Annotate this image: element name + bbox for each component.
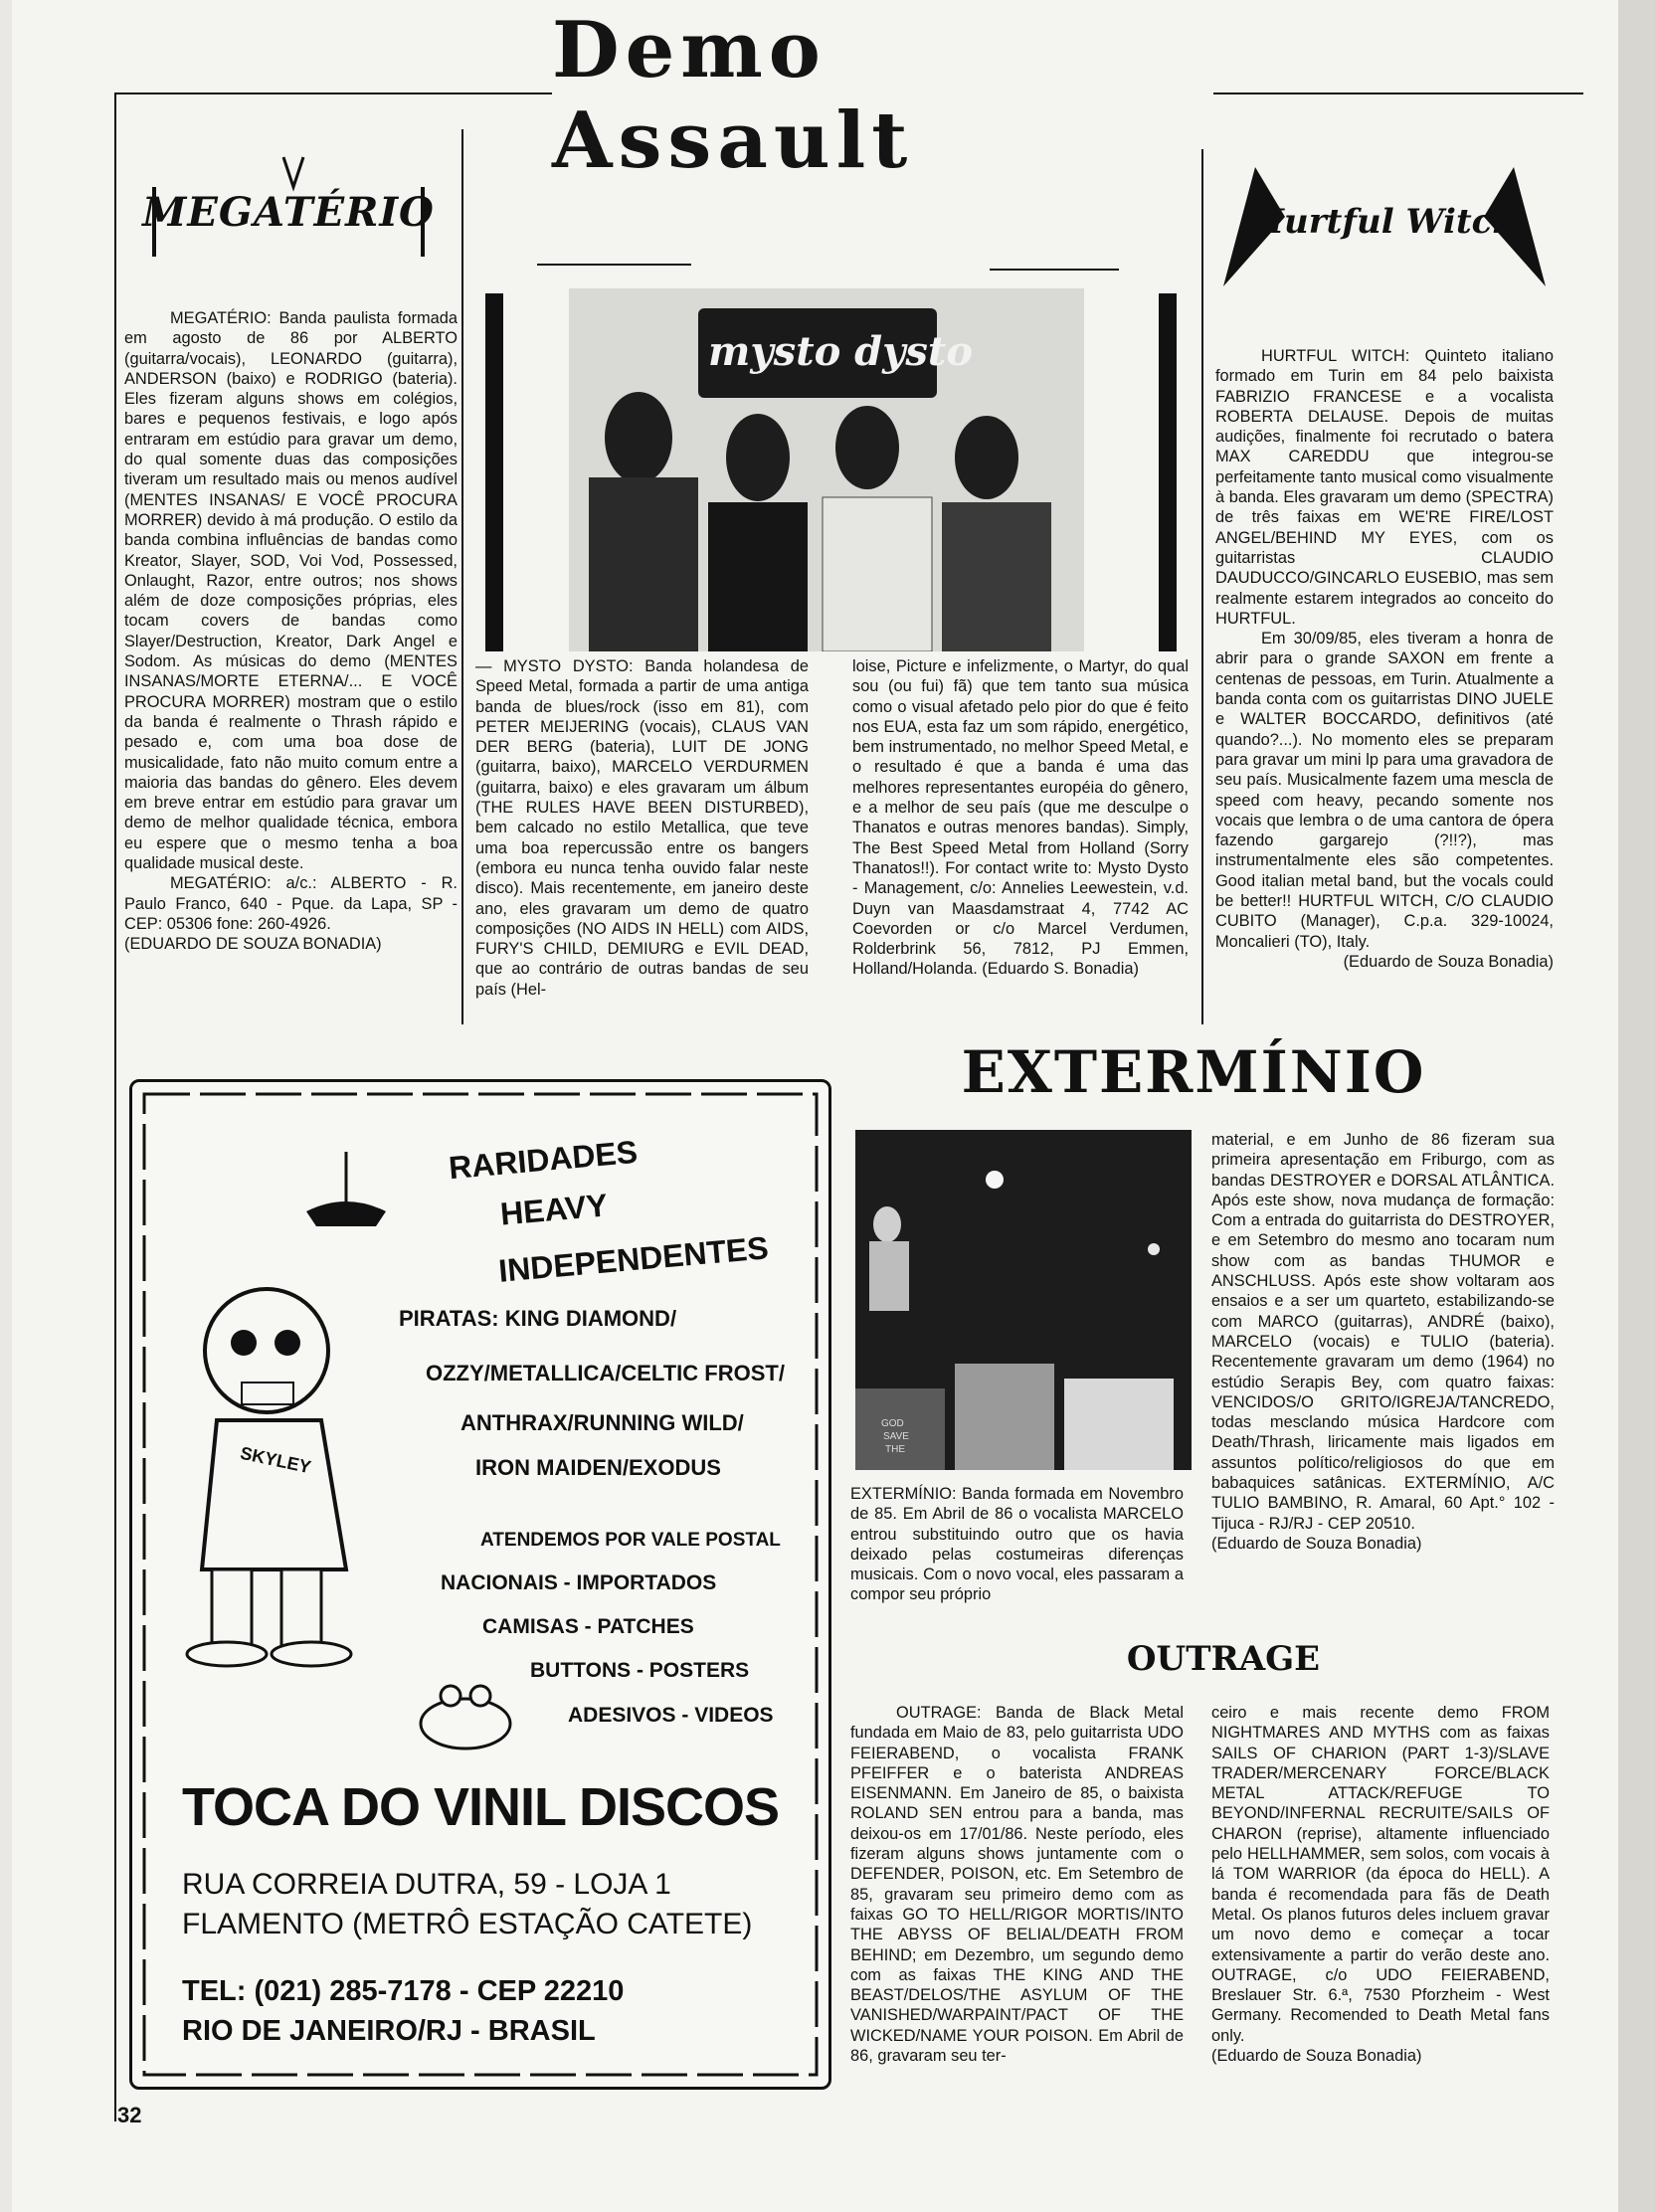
megaterio-body: MEGATÉRIO: Banda paulista formada em agosto de 86 por ALBERTO (guitarra/vocais), LEONARDO (guitarra), ANDERSON (baixo) e RODRIGO (bateria). Eles fizeram alguns shows em colégios, bares e pequenos festivais, e logo após entraram em estúdio para gravar um demo, do qual somente duas das composições tiveram um resultado mais ou menos audível (MENTES INSANAS/ E VOCÊ PROCURA MORRER) devido à má produção. O estilo da banda combina influências de bandas como Kreator, Slayer, SOD, Voi Vod, Possessed, Onlaught, Razor, entre outros; nos shows além de doze composições próprias, eles tocam covers de bandas como Slayer/Destruction, Kreator, Dark Angel e Sodom. As músicas do demo (MENTES INSANAS/MORTE ETERNA/... E VOCÊ PROCURA MORRER) mostram que o estilo da banda é realmente o Thrash rápido e pesado e, com uma boa dose de musicalidade, fato não muito comum entre a maioria das bandas do gênero. Eles devem em breve entrar em estúdio para gravar um demo de melhor qualidade técnica, embora eu espere que o mesmo tenha a boa qualidade musical deste. bbox=[124, 309, 458, 873]
ad-piratas-2: OZZY/METALLICA/CELTIC FROST/ bbox=[426, 1361, 785, 1385]
mysto-body-2: loise, Picture e infelizmente, o Martyr, do qual sou (ou fui) fã) que tem tanto sua música como o visual afetado pelo pior do que é feito nos EUA, esta faz um som rápido, energético, bem instrumentado, no melhor Speed Metal, e o resultado é que a banda é uma das melhores representantes européia do gênero, e a melhor de seu país (que me desculpe o Thanatos e outras menores bandas). Simply, The Best Speed Metal from Holland (Sorry Thanatos!!). For contact write to: Mysto Dysto - Management, c/o: Annelies Leewestein, v.d. Duyn van Maasdamstraat 4, 7742 AC Coevorden or c/o Marcel Verdumen, Rolderbrink 56, 7812, PJ Emmen, Holland/Holanda. (Eduardo S. Bonadia) bbox=[852, 657, 1189, 979]
ad-piratas-1: PIRATAS: KING DIAMOND/ bbox=[399, 1306, 677, 1331]
photo-bar-right bbox=[1159, 293, 1177, 651]
page-number: 32 bbox=[117, 2103, 142, 2127]
mysto-column-1 bbox=[475, 656, 809, 1000]
hurtful-column bbox=[1215, 346, 1554, 972]
mysto-column-2 bbox=[852, 656, 1189, 980]
ad-address-1: RUA CORREIA DUTRA, 59 - LOJA 1 bbox=[182, 1868, 671, 1901]
ad-address-2: FLAMENTO (METRÔ ESTAÇÃO CATETE) bbox=[182, 1908, 753, 1940]
page-title: Demo Assault bbox=[552, 48, 1213, 143]
ad-item-nacionais: NACIONAIS - IMPORTADOS bbox=[441, 1571, 717, 1594]
outrage-credit: (Eduardo de Souza Bonadia) bbox=[1211, 2047, 1422, 2066]
exterminio-column-1 bbox=[850, 1484, 1184, 1605]
megaterio-logo-text: MEGATÉRIO bbox=[142, 188, 435, 236]
ad-item-adesivos: ADESIVOS - VIDEOS bbox=[568, 1704, 774, 1727]
hurtful-body-2: Em 30/09/85, eles tiveram a honra de abrir para o grande SAXON em frente a centenas de pessoas, em Turin. Atualmente a banda conta com os guitarristas DINO JUELE e WALTER BOCCARDO, definitivos (até quando?...). No momento eles se preparam para gravar um mini lp para uma gravadora de seu país. Musicalmente fazem uma mescla de speed com heavy, pecando somente nos vocais que lembra o de uma cantora de ópera fazendo gargarejo (?!!?), mas instrumentalmente eles são competentes. Good italian metal band, but the vocals could be better!! HURTFUL WITCH, C/O CLAUDIO CUBITO (Manager), C.p.a. 329-10024, Moncalieri (TO), Italy. bbox=[1215, 630, 1554, 951]
photo-bar-left bbox=[485, 293, 503, 651]
megaterio-logo bbox=[134, 147, 443, 276]
ad-piratas-4: IRON MAIDEN/EXODUS bbox=[475, 1455, 721, 1480]
mysto-dysto-photo bbox=[569, 288, 1084, 651]
photo-frame-top-left bbox=[537, 264, 691, 266]
outrage-body-2: ceiro e mais recente demo FROM NIGHTMARES AND MYTHS com as faixas SAILS OF CHARION (PART 1-3)/SLAVE TRADER/MERCENARY FORCE/BLACK METAL ATTACK/REFUGE TO BEYOND/INFERNAL RECRUITE/SAILS OF CHARON (reprise), altamente influenciado pelo HELLHAMMER, sem solos, com vocais à lá TOM WARRIOR (da época do HELL). A banda é recomendada para fãs de Death Metal. Os planos futuros deles incluem gravar um novo demo e começar a tocar extensivamente a partir do verão deste ano. OUTRAGE, c/o UDO FEIERABEND, Breslauer Str. 6.ª, 7530 Pforzheim - West Germany. Recomended to Death Metal fans only. bbox=[1211, 1704, 1550, 2045]
outrage-body-1: OUTRAGE: Banda de Black Metal fundada em Maio de 83, pelo guitarrista UDO FEIERABEND, o vocalista FRANK PFEIFFER e o baterista ANDREAS EISENMANN. Em Janeiro de 85, o baixista ROLAND SEN entrou para a banda, mas deixou-os em 17/01/86. Neste período, eles fizeram alguns shows juntamente com o DEFENDER, POISON, etc. Em Setembro de 85, gravaram seu primeiro demo com as faixas GO TO HELL/RIGOR MORTIS/INTO THE ABYSS OF BELIAL/DEATH FROM BEHIND; em Dezembro, um segundo demo com as faixas THE KING AND THE BEAST/DELOS/THE ASYLUM OF THE VANISHED/WARPAINT/PACT OF THE WICKED/NAME YOUR POISON. Em Abril de 86, gravaram seu ter- bbox=[850, 1704, 1184, 2066]
column-divider-2 bbox=[1201, 149, 1203, 1024]
outrage-column-1 bbox=[850, 1703, 1184, 2066]
exterminio-column-2 bbox=[1211, 1130, 1555, 1554]
mysto-body-1: — MYSTO DYSTO: Banda holandesa de Speed Metal, formada a partir de uma antiga banda de blues/rock (isso em 81), com PETER MEIJERING (vocais), CLAUS VAN DER BERG (bateria), LUIT DE JONG (guitarra, baixo), MARCELO VERDURMEN (guitarra, baixo) e eles gravaram um álbum (THE RULES HAVE BEEN DISTURBED), bem calcado no estilo Metallica, que teve uma boa repercussão entre os bangers (embora eu nunca tenha ouvido falar neste disco). Mais recentemente, em janeiro deste ano, eles gravaram um demo de quatro composições (NO AIDS IN HELL) com AIDS, FURY'S CHILD, DEMIURG e EVIL DEAD, que ao contrário de outras bandas de seu país (Hel- bbox=[475, 657, 809, 999]
frog-illustration bbox=[411, 1674, 520, 1753]
megaterio-column bbox=[124, 308, 458, 955]
exterminio-photo bbox=[855, 1130, 1192, 1470]
mysto-dysto-logo: mysto dysto bbox=[708, 328, 974, 375]
ad-item-vale-postal: ATENDEMOS POR VALE POSTAL bbox=[480, 1530, 781, 1551]
ad-city: RIO DE JANEIRO/RJ - BRASIL bbox=[182, 2015, 596, 2047]
photo-frame-top-right bbox=[990, 269, 1119, 271]
photo-caption-2: SAVE bbox=[883, 1431, 909, 1442]
skeleton-illustration bbox=[172, 1152, 421, 1669]
frame-left-rule bbox=[114, 92, 116, 2121]
exterminio-logo-text: EXTERMÍNIO bbox=[961, 1038, 1426, 1106]
megaterio-credit: (EDUARDO DE SOUZA BONADIA) bbox=[124, 935, 382, 954]
ad-telephone: TEL: (021) 285-7178 - CEP 22210 bbox=[182, 1975, 625, 2007]
hurtful-witch-logo bbox=[1215, 147, 1554, 296]
megaterio-contact: MEGATÉRIO: a/c.: ALBERTO - R. Paulo Franco, 640 - Pque. da Lapa, SP - CEP: 05306 fone: 260-4926. bbox=[124, 874, 458, 933]
ad-item-buttons: BUTTONS - POSTERS bbox=[530, 1659, 750, 1682]
photo-caption-3: THE bbox=[885, 1444, 905, 1455]
toca-do-vinil-ad bbox=[129, 1079, 831, 2090]
exterminio-body-2: material, e em Junho de 86 fizeram sua primeira apresentação em Friburgo, com as bandas DESTROYER e DORSAL ATLÂNTICA. Após este show, nova mudança de formação: Com a entrada do guitarrista do DESTROYER, e em Setembro do mesmo ano tocaram num show com as bandas THUMOR e ANSCHLUSS. Após este show voltaram aos ensaios e a ser um quarteto, estabilizando-se com MARCO (guitarras), ANDRÉ (baixo), MARCELO (vocais) e TULIO (bateria). Recentemente gravaram um demo (1964) no estúdio Serapis Bey, com quatro faixas: VENCIDOS/O GRITO/IGREJA/TANCREDO, todas mesclando música Hardcore com Death/Thrash, liricamente mais ligados em assuntos político/religiosos do que em babaquices satânicas. EXTERMÍNIO, A/C TULIO BAMBINO, R. Amaral, 60 Apt.° 102 - Tijuca - RJ/RJ - CEP 20510. bbox=[1211, 1131, 1555, 1533]
exterminio-logo bbox=[961, 1032, 1426, 1112]
photo-caption-1: GOD bbox=[881, 1418, 904, 1429]
hurtful-body-1: HURTFUL WITCH: Quinteto italiano formado em Turin em 84 pelo baixista FABRIZIO FRANCESE e a vocalista ROBERTA DELAUSE. Depois de muitas audições, finalmente foi recrutado o batera MAX CAREDDU que integrou-se perfeitamente tanto musical como visualmente à banda. Eles gravaram um demo (SPECTRA) de três faixas em WE'RE FIRE/LOST ANGEL/BEHIND MY EYES, com os guitarristas CLAUDIO DAUDUCCO/GINCARLO EUSEBIO, mas sem realmente estarem integrados ao conceito do HURTFUL. bbox=[1215, 347, 1554, 628]
outrage-logo-text: OUTRAGE bbox=[1126, 1639, 1321, 1679]
exterminio-photo-art bbox=[855, 1130, 1192, 1470]
ad-line-heavy: HEAVY bbox=[498, 1187, 610, 1232]
outrage-column-2 bbox=[1211, 1703, 1550, 2066]
ad-line-independentes: INDEPENDENTES bbox=[496, 1229, 771, 1289]
page-edge bbox=[1618, 0, 1655, 2212]
outrage-logo bbox=[1104, 1629, 1343, 1689]
skeleton-shirt-text: SKYLEY bbox=[238, 1442, 313, 1478]
ad-line-raridades: RARIDADES bbox=[447, 1133, 640, 1187]
column-divider-1 bbox=[461, 129, 463, 1024]
hurtful-credit: (Eduardo de Souza Bonadia) bbox=[1343, 952, 1554, 971]
ad-item-camisas: CAMISAS - PATCHES bbox=[482, 1615, 694, 1638]
exterminio-credit: (Eduardo de Souza Bonadia) bbox=[1211, 1534, 1422, 1553]
ad-piratas-3: ANTHRAX/RUNNING WILD/ bbox=[460, 1410, 744, 1435]
ad-store-name: TOCA DO VINIL DISCOS bbox=[182, 1777, 780, 1837]
hurtful-witch-logo-text: Hurtful Witch bbox=[1251, 202, 1518, 242]
exterminio-body-1: EXTERMÍNIO: Banda formada em Novembro de 85. Em Abril de 86 o vocalista MARCELO entrou substituindo outro que os havia deixado pelas costumeiras diferenças musicais. Com o novo vocal, eles passaram a compor seu próprio bbox=[850, 1485, 1184, 1604]
